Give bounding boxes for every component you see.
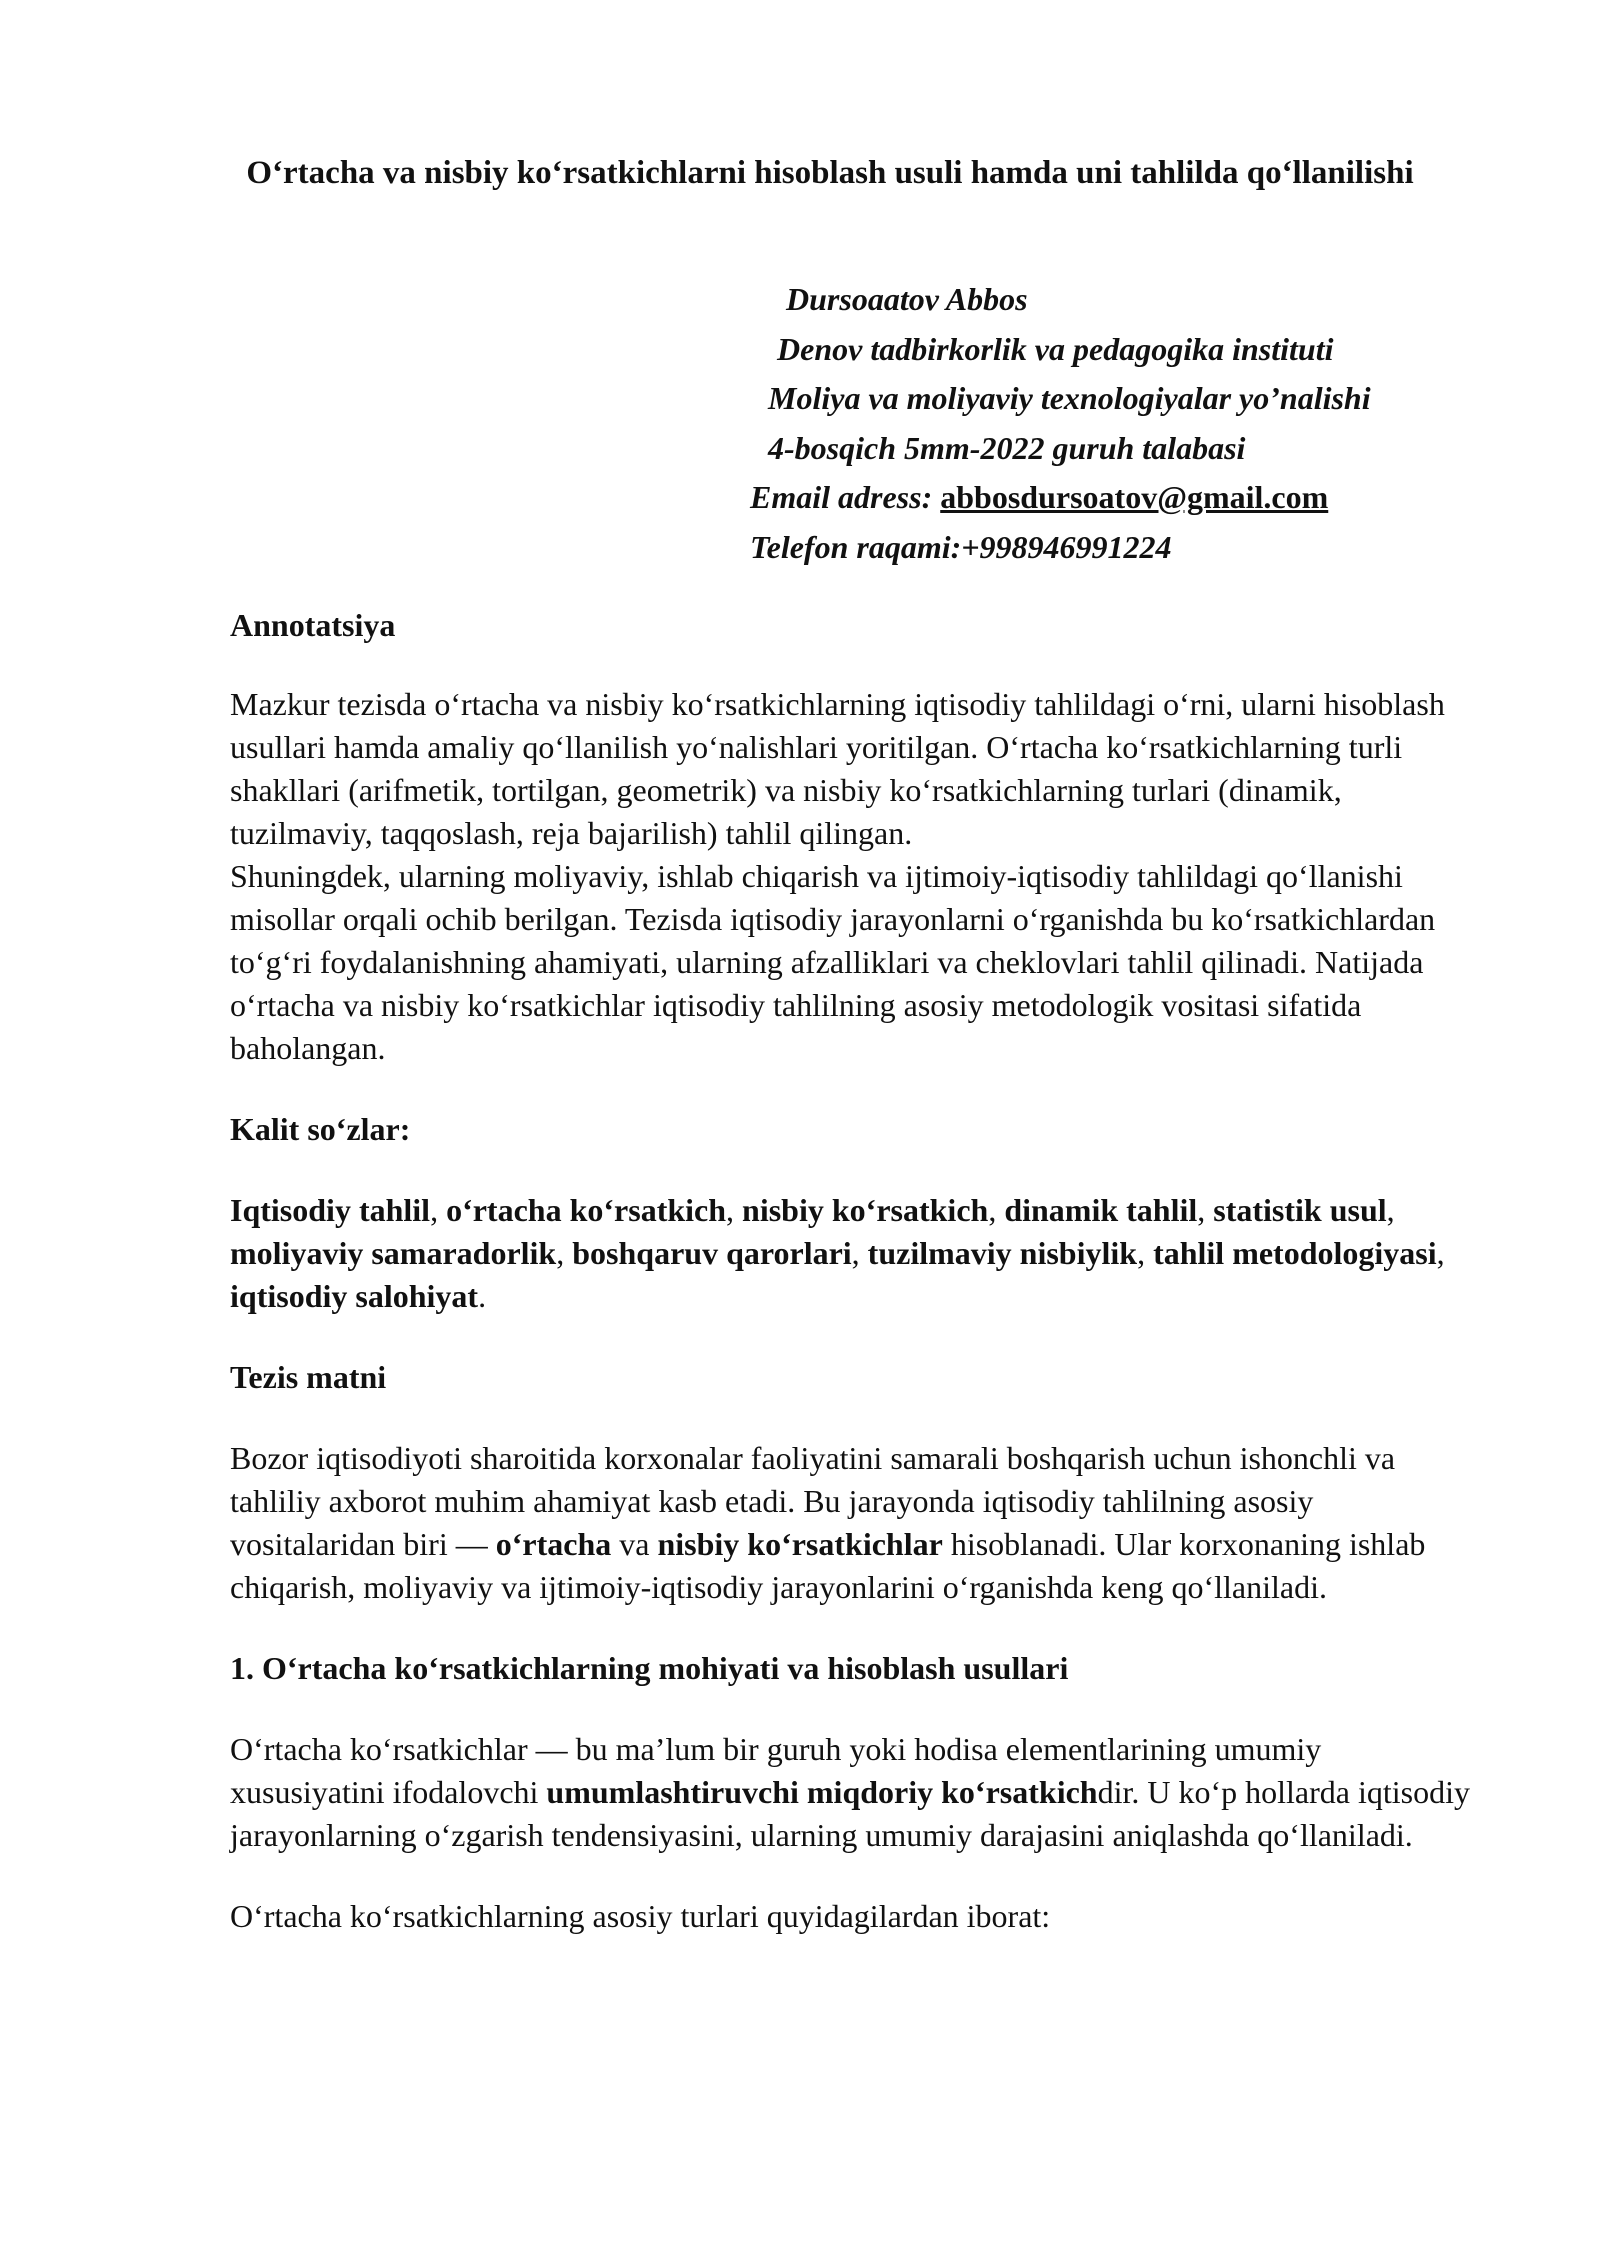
document-title: O‘rtacha va nisbiy ko‘rsatkichlarni hisoblash usuli hamda uni tahlilda qo‘llanilishi — [246, 155, 1414, 191]
email-label: Email adress: — [750, 479, 941, 515]
author-phone-line — [750, 523, 1171, 573]
author-name: Dursoaatov Abbos — [786, 281, 1028, 317]
section-1-heading: 1. O‘rtacha ko‘rsatkichlarning mohiyati va hisoblash usullari — [230, 1650, 1069, 1686]
annotation-heading: Annotatsiya — [230, 607, 396, 643]
keyword: dinamik tahlil — [1004, 1192, 1198, 1228]
keyword: boshqaruv qarorlari — [572, 1235, 852, 1271]
body-heading: Tezis matni — [230, 1359, 387, 1395]
keyword: iqtisodiy salohiyat — [230, 1278, 479, 1314]
document-content — [230, 604, 1480, 1938]
keyword: o‘rtacha ko‘rsatkich — [446, 1192, 727, 1228]
keyword: tahlil metodologiyasi — [1153, 1235, 1437, 1271]
phone-number: +998946991224 — [961, 528, 1172, 565]
section-1-paragraph-2: O‘rtacha ko‘rsatkichlarning asosiy turlari quyidagilardan iborat: — [230, 1898, 1051, 1934]
email-link[interactable]: abbosdursoatov@gmail.com — [940, 479, 1329, 515]
annotation-paragraph-2: Shuningdek, ularning moliyaviy, ishlab chiqarish va ijtimoiy-iqtisodiy tahlildagi qo‘llanishi misollar orqali ochib berilgan. Tezisda iqtisodiy jarayonlarni o‘rganishda bu ko‘rsatkichlardan to‘g‘ri foydalanishning ahamiyati, ularning afzalliklari va cheklovlari tahlil qilinadi. Natijada o‘rtacha va nisbiy ko‘rsatkichlar iqtisodiy tahlilning asosiy metodologik vositasi sifatida baholangan. — [230, 858, 1436, 1066]
annotation-paragraph-1: Mazkur tezisda o‘rtacha va nisbiy ko‘rsatkichlarning iqtisodiy tahlildagi o‘rni, ularni hisoblash usullari hamda amaliy qo‘llanilish yo‘nalishlari yoritilgan. O‘rtacha ko‘rsatkichlarning turli shakllari (arifmetik, tortilgan, geometrik) va nisbiy ko‘rsatkichlarning turlari (dinamik, tuzilmaviy, taqqoslash, reja bajarilish) tahlil qilingan. — [230, 686, 1445, 851]
keywords-list: Iqtisodiy tahlil, o‘rtacha ko‘rsatkich, nisbiy ko‘rsatkich, dinamik tahlil, statistik usul, moliyaviy samaradorlik, boshqaruv qarorlari, tuzilmaviy nisbiylik, tahlil metodologiyasi, iqtisodiy salohiyat. — [230, 1192, 1445, 1314]
section-1-paragraph-1: O‘rtacha ko‘rsatkichlar — bu ma’lum bir guruh yoki hodisa elementlarining umumiy xususiyatini ifodalovchi umumlashtiruvchi miqdoriy ko‘rsatkichdir. U ko‘p hollarda iqtisodiy jarayonlarning o‘zgarish tendensiyasini, ularning umumiy darajasini aniqlashda qo‘llaniladi. — [230, 1731, 1470, 1853]
keywords-heading: Kalit so‘zlar: — [230, 1111, 411, 1147]
author-institution: Denov tadbirkorlik va pedagogika instituti — [777, 330, 1334, 367]
keyword: tuzilmaviy nisbiylik — [867, 1235, 1138, 1271]
author-email-line — [750, 473, 1328, 523]
phone-label: Telefon raqami: — [750, 528, 962, 565]
keyword: Iqtisodiy tahlil — [230, 1192, 431, 1228]
keyword: moliyaviy samaradorlik — [230, 1235, 557, 1271]
author-program: Moliya va moliyaviy texnologiyalar yo’nalishi — [768, 380, 1371, 416]
body-intro-paragraph: Bozor iqtisodiyoti sharoitida korxonalar faoliyatini samarali boshqarish uchun ishonchli va tahliliy axborot muhim ahamiyat kasb etadi. Bu jarayonda iqtisodiy tahlilning asosiy vositalaridan biri — o‘rtacha va nisbiy ko‘rsatkichlar hisoblanadi. Ular korxonaning ishlab chiqarish, moliyaviy va ijtimoiy-iqtisodiy jarayonlarini o‘rganishda keng qo‘llaniladi. — [230, 1440, 1426, 1605]
author-group: 4-bosqich 5mm-2022 guruh talabasi — [768, 429, 1246, 466]
keyword: statistik usul — [1213, 1192, 1387, 1228]
keyword: nisbiy ko‘rsatkich — [742, 1192, 989, 1228]
